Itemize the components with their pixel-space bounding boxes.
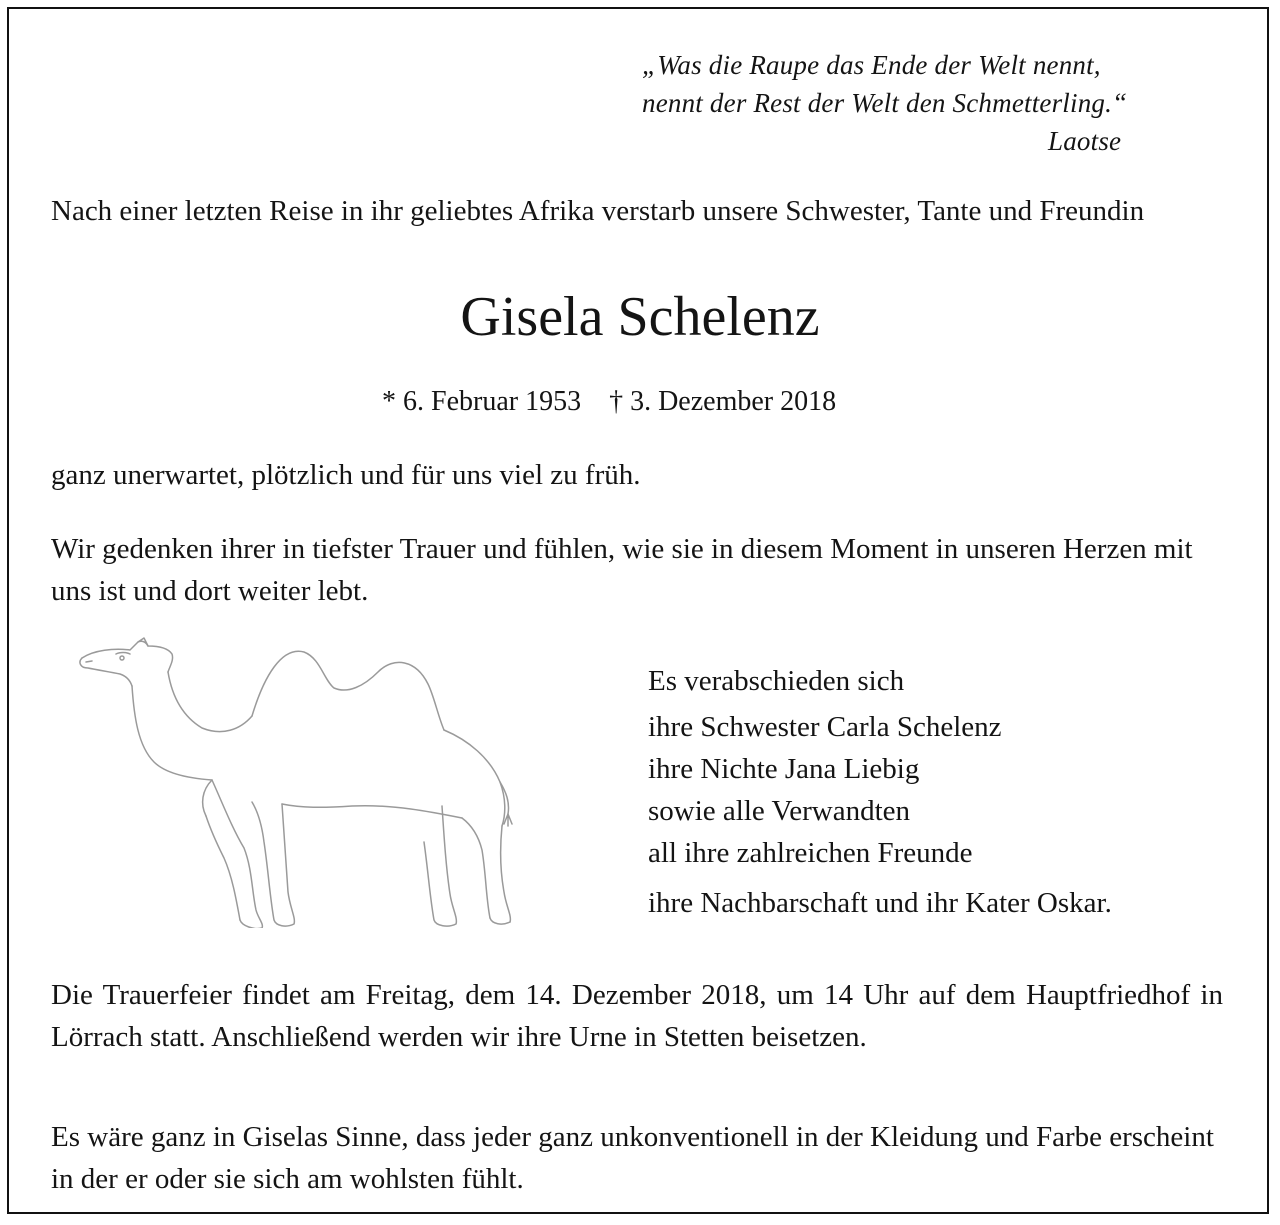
quote-line-1: „Was die Raupe das Ende der Welt nennt, [642,50,1101,80]
memorial-text: Wir gedenken ihrer in tiefster Trauer und fühlen, wie sie in diesem Moment in unseren Herzen mit uns ist und dort weiter lebt. [51,533,1193,607]
mourners-heading: Es verabschieden sich [648,665,905,697]
ceremony-text: Die Trauerfeier findet am Freitag, dem 14. Dezember 2018, um 14 Uhr auf dem Hauptfriedhof in Lörrach statt. Anschließend werden wir ihre Urne in Stetten beisetzen. [51,979,1223,1053]
mourners-list [648,660,1112,924]
intro-text: Nach einer letzten Reise in ihr geliebtes Afrika verstarb unsere Schwester, Tante und Freundin [51,195,1145,227]
life-dates [382,383,836,421]
birth-date: * 6. Februar 1953 [382,386,582,417]
mourner-line: ihre Nichte Jana Liebig [648,753,920,785]
deceased-name: Gisela Schelenz [460,286,820,348]
quote-author: Laotse [1048,126,1122,156]
unexpected-line: ganz unerwartet, plötzlich und für uns viel zu früh. [51,459,641,491]
quote-line-2: nennt der Rest der Welt den Schmetterling.“ [642,88,1128,118]
epigraph-quote [642,46,1127,160]
dress-note-text: Es wäre ganz in Giselas Sinne, dass jeder ganz unkonventionell in der Kleidung und Farbe erscheint in der er oder sie sich am wohlsten fühlt. [51,1121,1214,1195]
death-date: † 3. Dezember 2018 [609,386,837,417]
mourner-line: ihre Schwester Carla Schelenz [648,711,1002,743]
mourner-line: ihre Nachbarschaft und ihr Kater Oskar. [648,887,1112,919]
camel-drawing-icon [72,636,532,928]
mourner-line: sowie alle Verwandten [648,795,910,827]
mourner-line: all ihre zahlreichen Freunde [648,837,973,869]
